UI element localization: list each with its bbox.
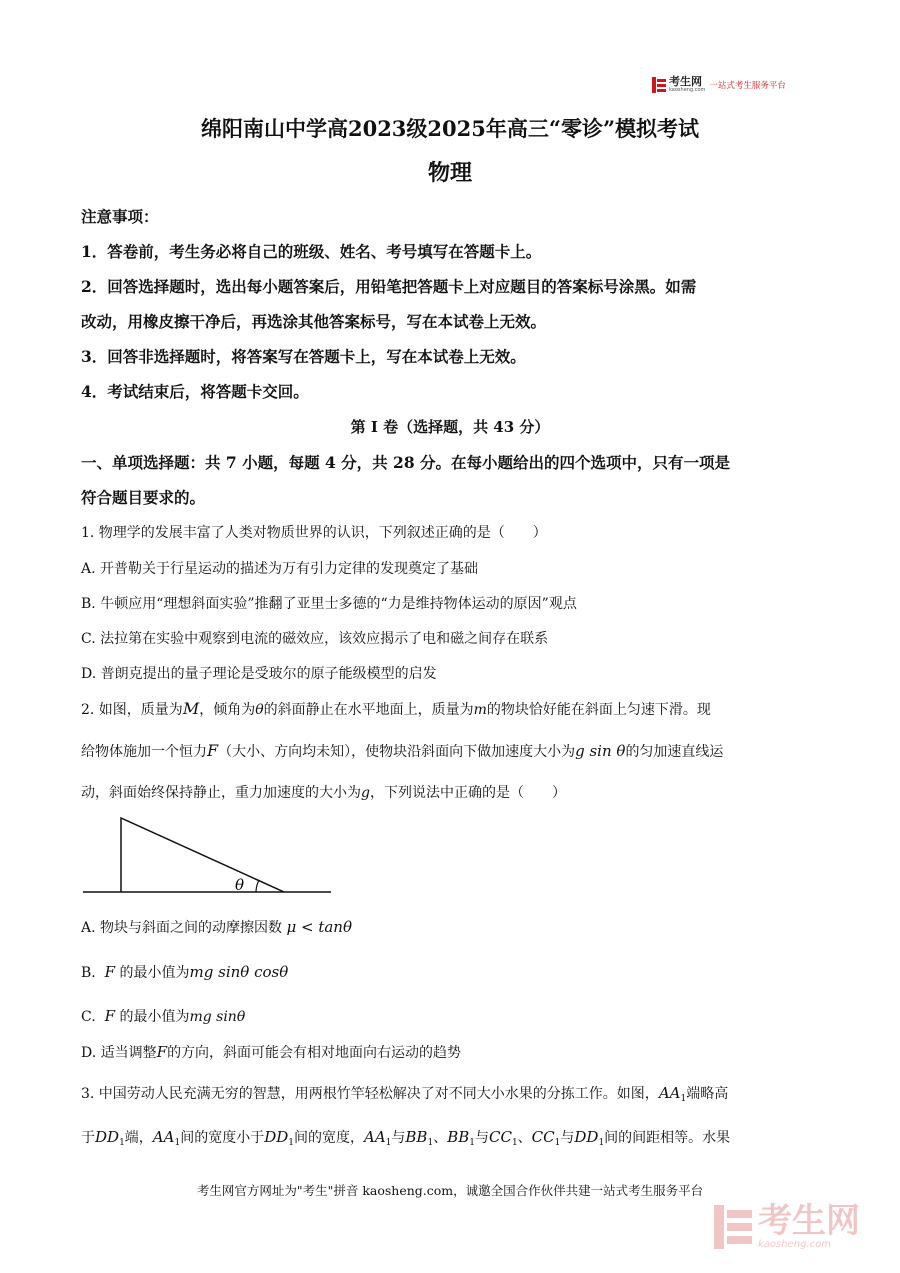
- text: 的最小值为: [119, 965, 190, 981]
- subscript: 1: [119, 1138, 125, 1148]
- math-CC1: [489, 1128, 518, 1146]
- math-expr: mg sinθ: [189, 1009, 246, 1025]
- text: ，下列说法中正确的是（ ）: [369, 785, 566, 801]
- subscript: 1: [288, 1138, 294, 1148]
- math-DD1: [264, 1128, 294, 1146]
- math-F: F: [207, 741, 219, 760]
- text: 间的间距相等。水果: [604, 1130, 731, 1146]
- q1-option-a: A. 开普勒关于行星运动的描述为万有引力定律的发现奠定了基础: [81, 561, 479, 577]
- math-theta: θ: [255, 702, 264, 718]
- text: D. 适当调整: [81, 1045, 157, 1061]
- q2-option-c: [81, 1006, 245, 1026]
- watermark: [714, 1203, 860, 1250]
- watermark-url: kaosheng.com: [758, 1239, 831, 1250]
- subscript: 1: [385, 1138, 392, 1148]
- math-DD1: [574, 1128, 604, 1146]
- part1-instruction: 一、单项选择题：共 7 小题，每题 4 分，共 28 分。在每小题给出的四个选项中，只有一项是: [81, 453, 731, 472]
- var: AA: [152, 1128, 175, 1146]
- text: 与: [474, 1130, 489, 1146]
- q1-option-b: B. 牛顿应用“理想斜面实验”推翻了亚里士多德的“力是维持物体运动的原因”观点: [81, 596, 577, 612]
- math-AA1: [364, 1128, 391, 1146]
- logo-slogan: 一站式考生服务平台: [709, 81, 786, 91]
- var: CC: [488, 1128, 512, 1146]
- subscript: 1: [469, 1138, 475, 1148]
- text: 给物体施加一个恒力: [81, 744, 207, 760]
- math-CC1: [532, 1128, 561, 1146]
- var: DD: [574, 1128, 599, 1146]
- text: A. 物块与斜面之间的动摩擦因数: [81, 920, 283, 936]
- text: 于: [81, 1130, 95, 1146]
- var: AA: [364, 1128, 386, 1146]
- text: 的最小值为: [119, 1009, 190, 1025]
- text: 动，斜面始终保持静止，重力加速度的大小为: [81, 785, 361, 801]
- math-AA1: [153, 1128, 180, 1146]
- incline-triangle: [121, 818, 284, 892]
- q2-option-b: [81, 962, 288, 982]
- q1-option-d: D. 普朗克提出的量子理论是受玻尔的原子能级模型的启发: [81, 666, 437, 682]
- text: 端略高: [686, 1086, 729, 1102]
- q2-option-d: [81, 1042, 461, 1062]
- math-DD1: [95, 1128, 125, 1146]
- part1-instruction: 符合题目要求的。: [81, 488, 206, 507]
- var: CC: [531, 1128, 555, 1146]
- text: 的匀加速直线运: [625, 744, 724, 760]
- text: （大小、方向均未知），使物块沿斜面向下做加速度大小为: [218, 744, 576, 760]
- incline-figure: [80, 814, 335, 898]
- text: ，倾角为: [199, 702, 256, 718]
- math-F: F: [156, 1043, 168, 1061]
- q1-stem: 1. 物理学的发展丰富了人类对物质世界的认识，下列叙述正确的是（ ）: [81, 525, 547, 541]
- subscript: 1: [511, 1138, 518, 1148]
- notice-item: 改动，用橡皮擦干净后，再选涂其他答案标号，写在本试卷上无效。: [81, 312, 547, 331]
- text: 3. 中国劳动人民充满无穷的智慧，用两根竹竿轻松解决了对不同大小水果的分拣工作。如图，: [81, 1086, 659, 1102]
- text: 、: [433, 1130, 448, 1146]
- q2-stem-line2: [81, 741, 723, 761]
- exam-title: 绵阳南山中学高2023级2025年高三“零诊”模拟考试: [200, 116, 700, 141]
- q2-option-a: [81, 917, 352, 937]
- logo-name: 考生网: [669, 75, 702, 88]
- text: 间的宽度，: [294, 1130, 364, 1146]
- notice-item: 4．考试结束后，将答题卡交回。: [81, 382, 309, 401]
- watermark-name: 考生网: [758, 1201, 860, 1241]
- text: 2. 如图，质量为: [81, 702, 183, 718]
- math-BB1: [405, 1128, 433, 1146]
- notice-item: 1．答卷前，考生务必将自己的班级、姓名、考号填写在答题卡上。: [81, 242, 542, 261]
- text: 的方向，斜面可能会有相对地面向右运动的趋势: [167, 1045, 462, 1061]
- q3-stem-line1: [81, 1083, 728, 1104]
- notice-item: 3．回答非选择题时，将答案写在答题卡上，写在本试卷上无效。: [81, 347, 526, 366]
- section-title: 第 I 卷（选择题，共 43 分）: [350, 418, 550, 436]
- text: B.: [81, 965, 96, 981]
- footer-text: 考生网官方网址为"考生"拼音 kaosheng.com，诚邀全国合作伙伴共建一站式考生服务平台: [196, 1183, 704, 1198]
- text: 的斜面静止在水平地面上，质量为: [263, 702, 474, 718]
- var: BB: [405, 1128, 428, 1146]
- kaosheng-logo-icon: [652, 77, 666, 93]
- text: 与: [560, 1130, 575, 1146]
- kaosheng-watermark-icon: [714, 1205, 752, 1249]
- var: DD: [95, 1128, 120, 1146]
- text: C.: [81, 1009, 96, 1025]
- q2-stem-line1: [81, 699, 711, 719]
- logo-url: kaosheng.com: [669, 87, 706, 93]
- math-mu: μ < tanθ: [286, 918, 352, 936]
- math-AA1: [659, 1084, 686, 1102]
- var: BB: [447, 1128, 470, 1146]
- text: 与: [391, 1130, 406, 1146]
- q2-stem-line3: [81, 782, 566, 802]
- subscript: 1: [554, 1138, 561, 1148]
- notice-item: 2．回答选择题时，选出每小题答案后，用铅笔把答题卡上对应题目的答案标号涂黑。如需: [81, 277, 697, 296]
- subscript: 1: [598, 1138, 605, 1148]
- var: AA: [658, 1084, 681, 1102]
- text: 端，: [124, 1130, 153, 1146]
- header-logo: [652, 76, 786, 94]
- math-BB1: [447, 1128, 475, 1146]
- angle-arc: [256, 880, 259, 892]
- math-expr: mg sinθ cosθ: [189, 963, 289, 981]
- math-F: F: [104, 1007, 115, 1025]
- math-g: g: [361, 785, 370, 801]
- math-M: M: [182, 699, 200, 718]
- subscript: 1: [680, 1094, 687, 1104]
- text: 、: [517, 1130, 532, 1146]
- text: 的物块恰好能在斜面上匀速下滑。现: [486, 702, 711, 718]
- subject-title: 物理: [427, 160, 472, 186]
- subscript: 1: [427, 1138, 434, 1148]
- q1-option-c: C. 法拉第在实验中观察到电流的磁效应，该效应揭示了电和磁之间存在联系: [81, 631, 549, 647]
- math-gsin: g sin θ: [575, 742, 626, 760]
- math-F: F: [104, 963, 116, 981]
- math-m: m: [473, 702, 487, 718]
- q3-stem-line2: [81, 1127, 730, 1148]
- angle-label: θ: [235, 876, 245, 894]
- subscript: 1: [174, 1138, 181, 1148]
- text: 间的宽度小于: [180, 1130, 265, 1146]
- notice-heading: 注意事项：: [81, 207, 159, 226]
- var: DD: [264, 1128, 289, 1146]
